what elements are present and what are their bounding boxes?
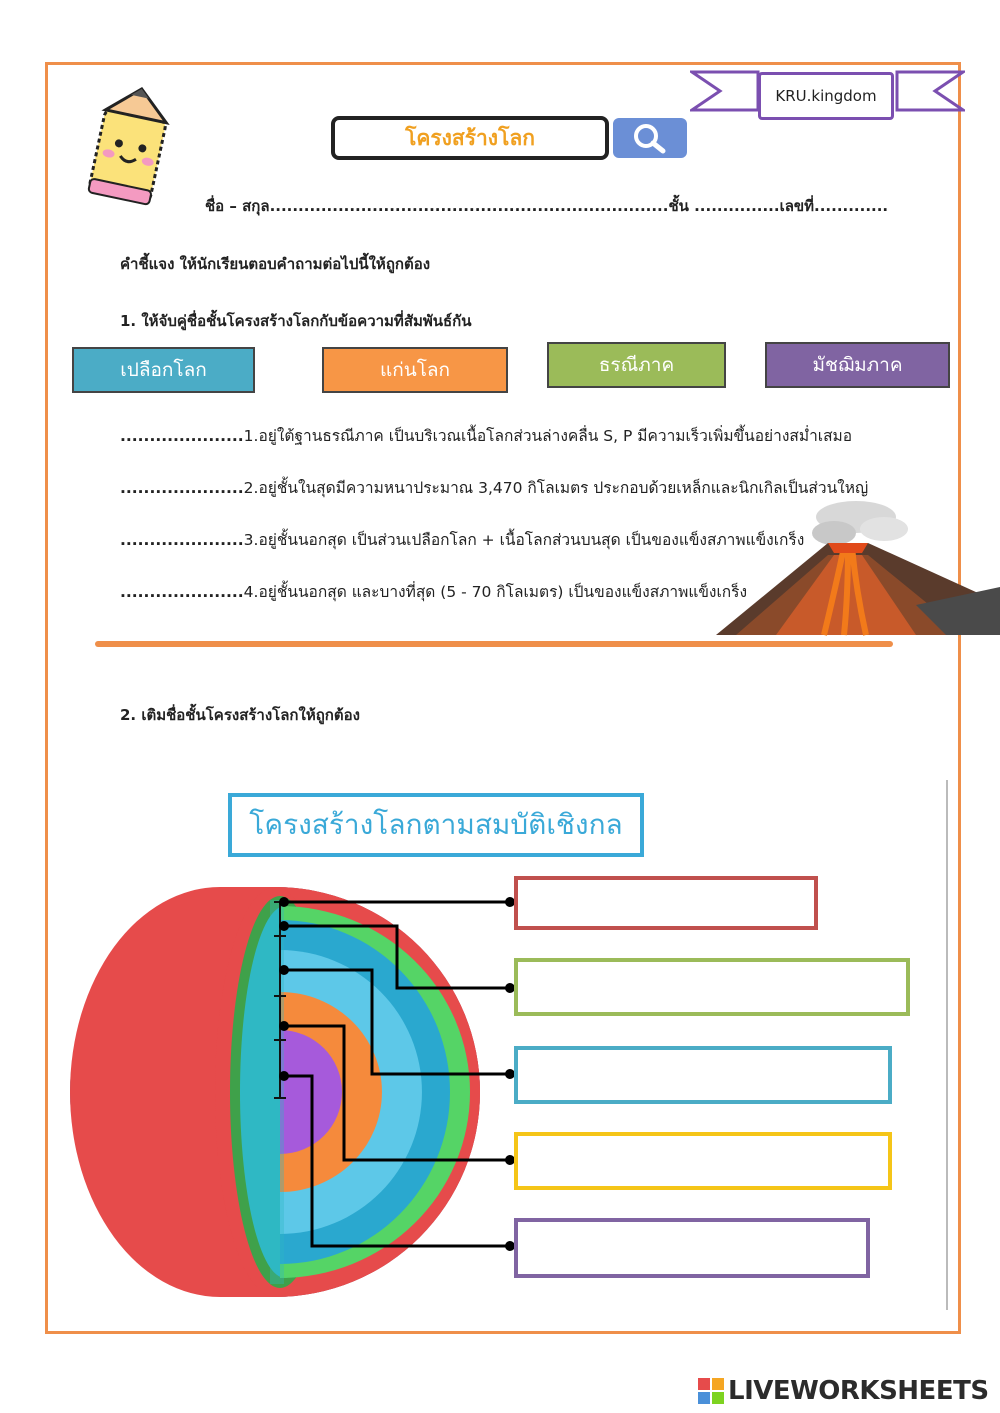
choice-lithosphere[interactable]: ธรณีภาค [547,342,726,388]
divider-line [946,780,948,1310]
section-divider [95,641,893,647]
choice-core[interactable]: แก่นโลก [322,347,508,393]
item-text: 2.อยู่ชั้นในสุดมีความหนาประมาณ 3,470 กิโลเมตร ประกอบด้วยเหล็กและนิกเกิลเป็นส่วนใหญ่ [243,479,869,497]
answer-box-5[interactable] [514,1218,870,1278]
footer-logo-text: LIVEWORKSHEETS [728,1376,989,1406]
liveworksheets-icon [698,1378,724,1404]
section2-heading: 2. เติมชื่อชั้นโครงสร้างโลกให้ถูกต้อง [120,706,360,724]
page-title: โครงสร้างโลก [331,116,609,160]
leader-lines [270,890,530,1260]
answer-box-4[interactable] [514,1132,892,1190]
answer-blank[interactable]: ..................... [120,427,244,445]
choice-mesosphere[interactable]: มัชฌิมภาค [765,342,950,388]
brand-label: KRU.kingdom [758,72,894,120]
title-search-bar [331,116,687,160]
item-text: 4.อยู่ชั้นนอกสุด และบางที่สุด (5 - 70 กิโลเมตร) เป็นของแข็งสภาพแข็งเกร็ง [243,583,748,601]
match-item-1 [120,423,852,448]
name-line: ชื่อ – สกุล......................................................................ชั้น ...............เลขที่............. [205,197,889,215]
answer-blank[interactable]: ..................... [120,531,244,549]
match-item-4 [120,579,747,604]
answer-box-1[interactable] [514,876,818,930]
diagram-title: โครงสร้างโลกตามสมบัติเชิงกล [228,793,644,857]
section1-heading: 1. ให้จับคู่ชื่อชั้นโครงสร้างโลกกับข้อความที่สัมพันธ์กัน [120,312,472,330]
instructions: คำชี้แจง ให้นักเรียนตอบคำถามต่อไปนี้ให้ถูกต้อง [120,255,431,273]
item-text: 1.อยู่ใต้ฐานธรณีภาค เป็นบริเวณเนื้อโลกส่วนล่างคลื่น S, P มีความเร็วเพิ่มขึ้นอย่างสม่ำเสมอ [243,427,853,445]
choice-crust[interactable]: เปลือกโลก [72,347,255,393]
answer-box-3[interactable] [514,1046,892,1104]
pencil-mascot-icon [84,86,178,212]
liveworksheets-logo [698,1376,989,1406]
search-button [613,118,687,158]
answer-blank[interactable]: ..................... [120,583,244,601]
volcano-icon [716,495,1000,637]
item-text: 3.อยู่ชั้นนอกสุด เป็นส่วนเปลือกโลก + เนื้อโลกส่วนบนสุด เป็นของแข็งสภาพแข็งเกร็ง [243,531,805,549]
answer-blank[interactable]: ..................... [120,479,244,497]
answer-box-2[interactable] [514,958,910,1016]
search-icon [630,122,670,154]
match-item-3 [120,527,804,552]
